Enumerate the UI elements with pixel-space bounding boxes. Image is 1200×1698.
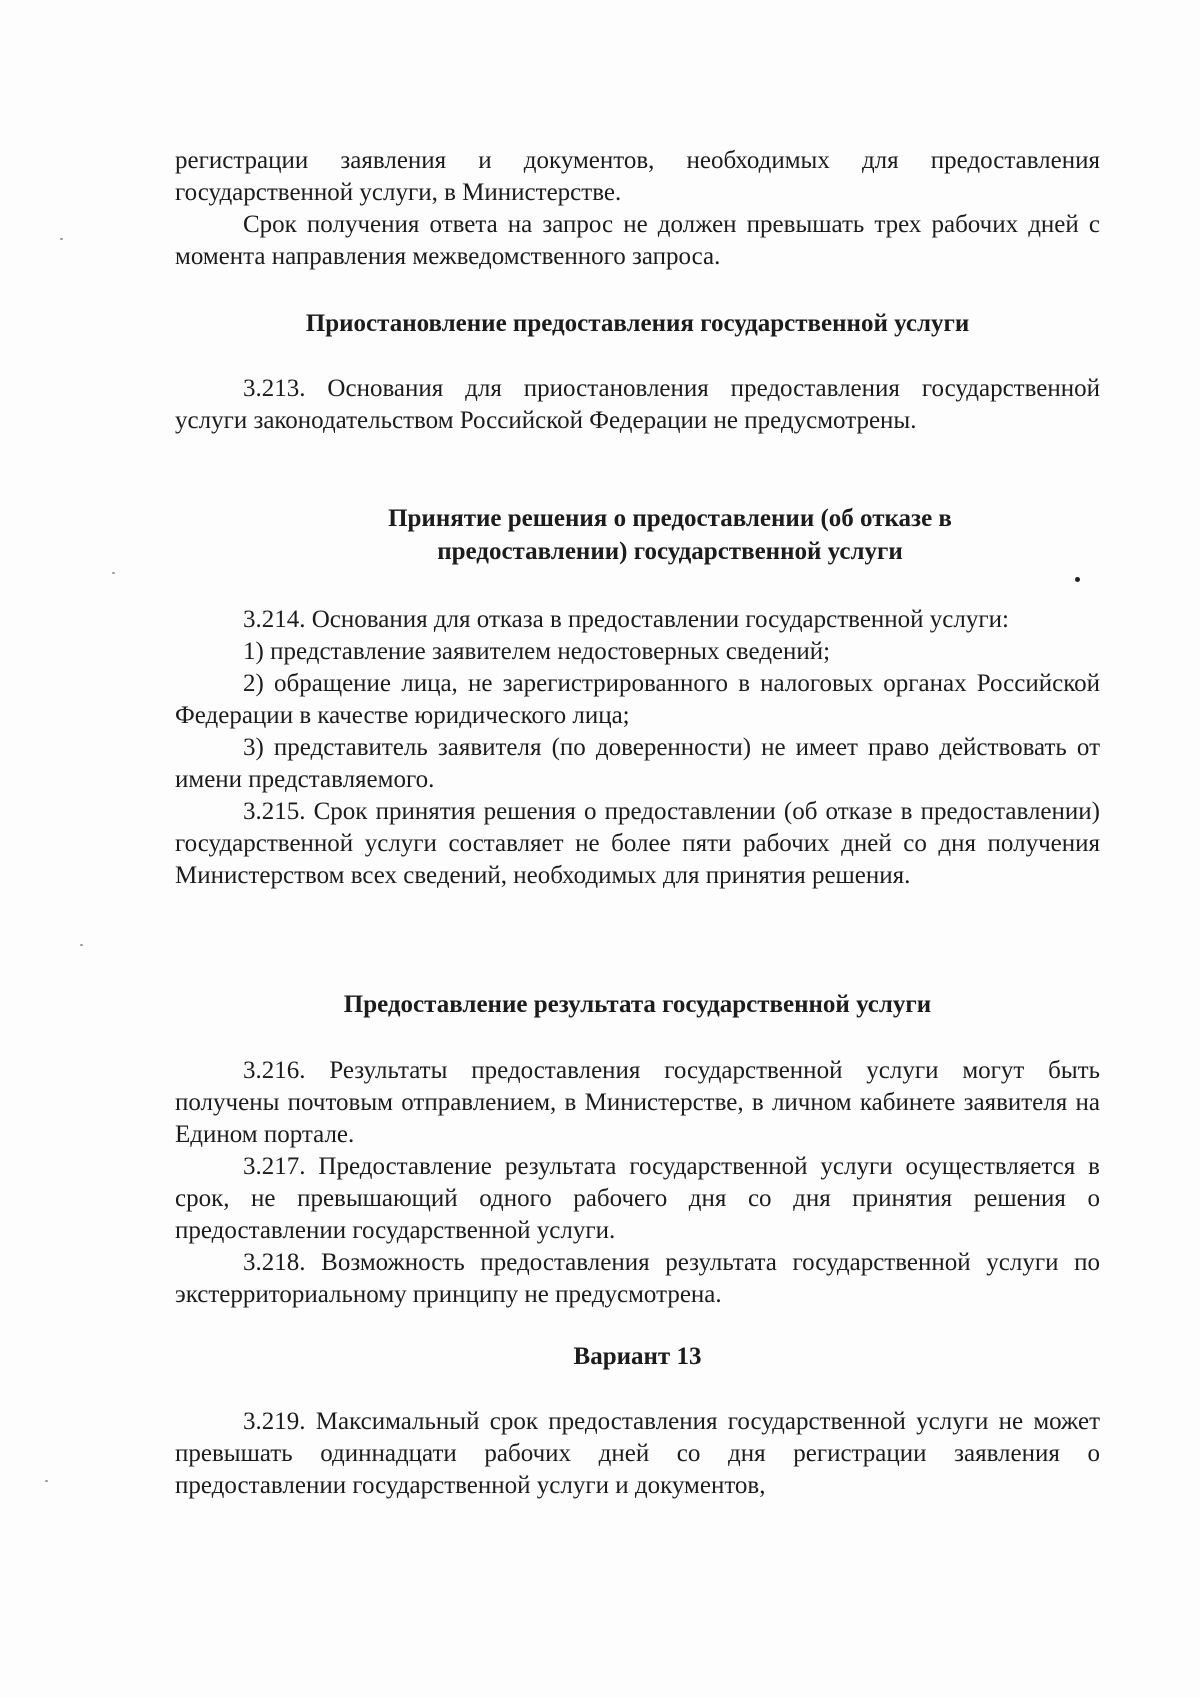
section-variant-13: [175, 1406, 1100, 1502]
paragraph-3-214: 3.214. Основания для отказа в предоставлении государственной услуги:: [243, 606, 1009, 633]
paragraph-response-term: Срок получения ответа на запрос не должен превышать трех рабочих дней с момента направления межведомственного запроса.: [175, 211, 1100, 270]
list-item-1: 1) представление заявителем недостоверных сведений;: [243, 638, 831, 665]
paragraph-3-213: 3.213. Основания для приостановления предоставления государственной услуги законодательством Российской Федерации не предусмотрены.: [175, 375, 1100, 434]
paragraph-3-217: 3.217. Предоставление результата государственной услуги осуществляется в срок, не превышающий одного рабочего дня со дня принятия решения о предоставлении государственной услуги.: [175, 1153, 1100, 1244]
paragraph-3-216: 3.216. Результаты предоставления государственной услуги могут быть получены почтовым отправлением, в Министерстве, в личном кабинете заявителя на Едином портале.: [175, 1057, 1100, 1148]
section-suspension: [175, 373, 1100, 437]
paragraph-3-219: 3.219. Максимальный срок предоставления государственной услуги не может превышать одиннадцати рабочих дней со дня регистрации заявления о предоставлении государственной услуги и документов,: [175, 1408, 1100, 1499]
heading-variant-13: Вариант 13: [573, 1343, 702, 1370]
section-decision: [175, 604, 1100, 892]
scan-speck: [80, 944, 83, 946]
scan-speck: [60, 238, 63, 240]
scan-speck: [45, 1480, 48, 1482]
heading-result: Предоставление результата государственной услуги: [343, 991, 932, 1018]
paragraph-3-218: 3.218. Возможность предоставления результата государственной услуги по экстерриториальному принципу не предусмотрена.: [175, 1249, 1100, 1308]
paragraph-continuation: [175, 145, 1100, 273]
scan-speck: [1075, 577, 1080, 582]
list-item-3: 3) представитель заявителя (по доверенности) не имеет право действовать от имени представляемого.: [175, 734, 1100, 793]
paragraph-3-215: 3.215. Срок принятия решения о предоставлении (об отказе в предоставлении) государственной услуги составляет не более пяти рабочих дней со дня получения Министерством всех сведений, необходимых для принятия решения.: [175, 798, 1100, 889]
list-item-2: 2) обращение лица, не зарегистрированного в налоговых органах Российской Федерации в качестве юридического лица;: [175, 670, 1100, 729]
paragraph-registration: регистрации заявления и документов, необходимых для предоставления государственной услуги, в Министерстве.: [175, 147, 1100, 206]
section-result: [175, 1055, 1100, 1311]
heading-suspension: Приостановление предоставления государственной услуги: [305, 310, 970, 337]
scan-speck: [112, 572, 115, 574]
heading-decision: Принятие решения о предоставлении (об отказе в предоставлении) государственной услуги: [388, 505, 952, 565]
